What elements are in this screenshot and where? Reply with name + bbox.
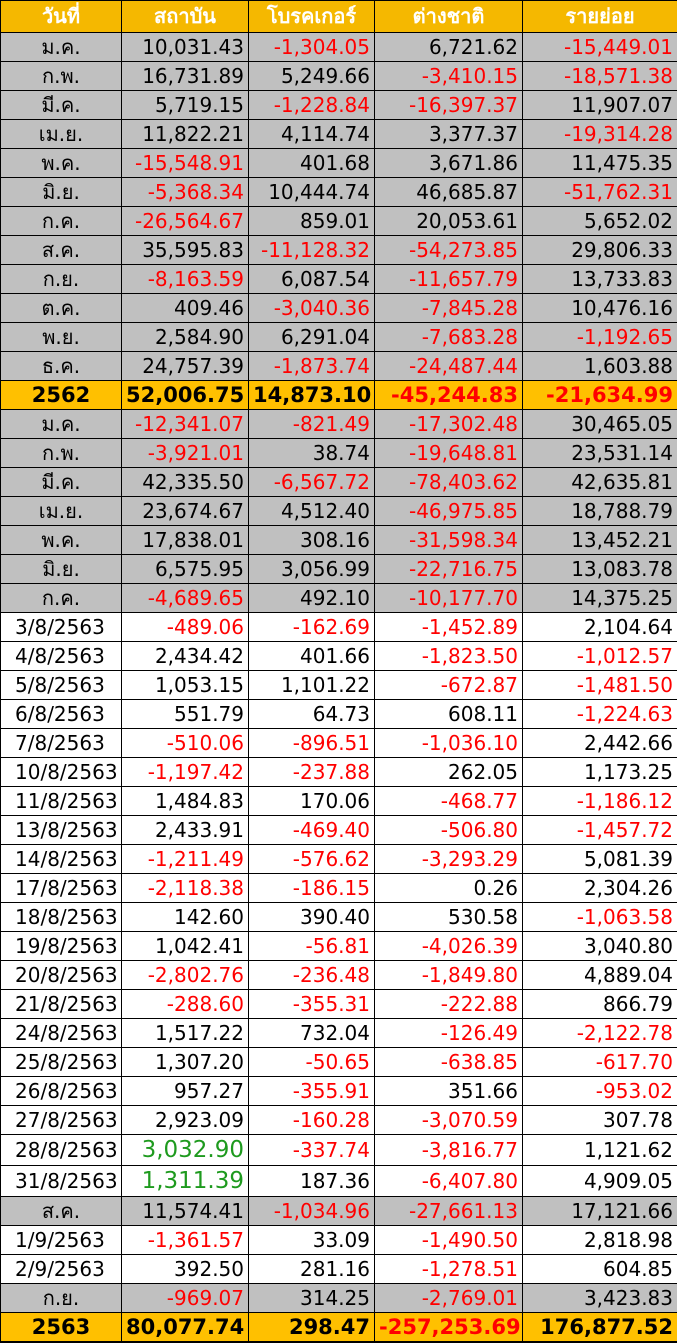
month-row — [1, 439, 677, 468]
institution-value: 52,006.75 — [122, 381, 249, 410]
total-row — [1, 1313, 677, 1342]
date-cell: มิ.ย. — [1, 178, 122, 207]
institution-value: -3,921.01 — [122, 439, 249, 468]
table-row — [1, 1226, 677, 1255]
month-row — [1, 468, 677, 497]
foreign-value: 608.11 — [375, 700, 523, 729]
foreign-value: -506.80 — [375, 816, 523, 845]
date-cell: พ.ค. — [1, 526, 122, 555]
broker-value: -469.40 — [249, 816, 375, 845]
retail-value: 2,818.98 — [523, 1226, 677, 1255]
month-row — [1, 323, 677, 352]
date-cell: 24/8/2563 — [1, 1019, 122, 1048]
institution-value: 23,674.67 — [122, 497, 249, 526]
retail-value: -21,634.99 — [523, 381, 677, 410]
month-row — [1, 497, 677, 526]
date-cell: 17/8/2563 — [1, 874, 122, 903]
institution-value: 80,077.74 — [122, 1313, 249, 1342]
institution-value: 2,433.91 — [122, 816, 249, 845]
retail-value: 29,806.33 — [523, 236, 677, 265]
foreign-value: -27,661.13 — [375, 1197, 523, 1226]
broker-value: 298.47 — [249, 1313, 375, 1342]
foreign-value: -45,244.83 — [375, 381, 523, 410]
institution-value: 1,053.15 — [122, 671, 249, 700]
foreign-value: -3,293.29 — [375, 845, 523, 874]
broker-value: 64.73 — [249, 700, 375, 729]
foreign-value: -672.87 — [375, 671, 523, 700]
retail-value: -15,449.01 — [523, 33, 677, 62]
month-row — [1, 526, 677, 555]
broker-value: -11,128.32 — [249, 236, 375, 265]
foreign-value: -257,253.69 — [375, 1313, 523, 1342]
table-row — [1, 1048, 677, 1077]
broker-value: -1,034.96 — [249, 1197, 375, 1226]
institution-value: -510.06 — [122, 729, 249, 758]
retail-value: 2,104.64 — [523, 613, 677, 642]
header-broker: โบรคเกอร์ — [249, 1, 375, 33]
institution-value: 3,032.90 — [122, 1135, 249, 1166]
broker-value: -821.49 — [249, 410, 375, 439]
retail-value: 13,083.78 — [523, 555, 677, 584]
retail-value: 1,121.62 — [523, 1135, 677, 1166]
institution-value: -1,361.57 — [122, 1226, 249, 1255]
date-cell: 4/8/2563 — [1, 642, 122, 671]
date-cell: 26/8/2563 — [1, 1077, 122, 1106]
broker-value: 401.66 — [249, 642, 375, 671]
broker-value: 401.68 — [249, 149, 375, 178]
date-cell: 6/8/2563 — [1, 700, 122, 729]
retail-value: -1,186.12 — [523, 787, 677, 816]
total-row — [1, 381, 677, 410]
month-row — [1, 1284, 677, 1313]
foreign-value: 262.05 — [375, 758, 523, 787]
institution-value: -2,118.38 — [122, 874, 249, 903]
retail-value: 42,635.81 — [523, 468, 677, 497]
retail-value: 13,733.83 — [523, 265, 677, 294]
institution-value: 5,719.15 — [122, 91, 249, 120]
foreign-value: -126.49 — [375, 1019, 523, 1048]
foreign-value: -78,403.62 — [375, 468, 523, 497]
foreign-value: -4,026.39 — [375, 932, 523, 961]
foreign-value: -19,648.81 — [375, 439, 523, 468]
month-row — [1, 265, 677, 294]
retail-value: 11,475.35 — [523, 149, 677, 178]
month-row — [1, 120, 677, 149]
table-row — [1, 671, 677, 700]
foreign-value: -22,716.75 — [375, 555, 523, 584]
foreign-value: 3,671.86 — [375, 149, 523, 178]
broker-value: 6,087.54 — [249, 265, 375, 294]
institution-value: 142.60 — [122, 903, 249, 932]
foreign-value: -3,070.59 — [375, 1106, 523, 1135]
retail-value: 866.79 — [523, 990, 677, 1019]
foreign-value: -3,410.15 — [375, 62, 523, 91]
table-row — [1, 758, 677, 787]
date-cell: 27/8/2563 — [1, 1106, 122, 1135]
date-cell: มี.ค. — [1, 468, 122, 497]
month-row — [1, 33, 677, 62]
retail-value: 5,652.02 — [523, 207, 677, 236]
date-cell: 21/8/2563 — [1, 990, 122, 1019]
broker-value: 492.10 — [249, 584, 375, 613]
foreign-value: -54,273.85 — [375, 236, 523, 265]
broker-value: 4,512.40 — [249, 497, 375, 526]
foreign-value: -2,769.01 — [375, 1284, 523, 1313]
table-row — [1, 816, 677, 845]
broker-value: -160.28 — [249, 1106, 375, 1135]
header-date: วันที่ — [1, 1, 122, 33]
table-body — [1, 33, 677, 1342]
retail-value: 1,173.25 — [523, 758, 677, 787]
institution-value: 1,042.41 — [122, 932, 249, 961]
broker-value: 38.74 — [249, 439, 375, 468]
date-cell: 3/8/2563 — [1, 613, 122, 642]
institution-value: -1,197.42 — [122, 758, 249, 787]
foreign-value: -31,598.34 — [375, 526, 523, 555]
broker-value: -237.88 — [249, 758, 375, 787]
institution-value: 1,517.22 — [122, 1019, 249, 1048]
table-row — [1, 1166, 677, 1197]
date-cell: 2/9/2563 — [1, 1255, 122, 1284]
date-cell: ก.พ. — [1, 62, 122, 91]
date-cell: มี.ค. — [1, 91, 122, 120]
month-row — [1, 207, 677, 236]
retail-value: -1,063.58 — [523, 903, 677, 932]
date-cell: 2563 — [1, 1313, 122, 1342]
broker-value: 308.16 — [249, 526, 375, 555]
retail-value: 14,375.25 — [523, 584, 677, 613]
broker-value: -896.51 — [249, 729, 375, 758]
date-cell: ก.ค. — [1, 584, 122, 613]
date-cell: เม.ย. — [1, 497, 122, 526]
institution-value: 6,575.95 — [122, 555, 249, 584]
broker-value: -1,873.74 — [249, 352, 375, 381]
foreign-value: -46,975.85 — [375, 497, 523, 526]
month-row — [1, 555, 677, 584]
retail-value: 11,907.07 — [523, 91, 677, 120]
table-row — [1, 1255, 677, 1284]
broker-value: -3,040.36 — [249, 294, 375, 323]
foreign-value: 351.66 — [375, 1077, 523, 1106]
table-row — [1, 961, 677, 990]
month-row — [1, 236, 677, 265]
table-row — [1, 729, 677, 758]
date-cell: ก.ย. — [1, 1284, 122, 1313]
institution-value: -4,689.65 — [122, 584, 249, 613]
institution-value: 11,574.41 — [122, 1197, 249, 1226]
month-row — [1, 1197, 677, 1226]
date-cell: 20/8/2563 — [1, 961, 122, 990]
retail-value: 17,121.66 — [523, 1197, 677, 1226]
foreign-value: -3,816.77 — [375, 1135, 523, 1166]
retail-value: 5,081.39 — [523, 845, 677, 874]
retail-value: 604.85 — [523, 1255, 677, 1284]
institution-value: -2,802.76 — [122, 961, 249, 990]
date-cell: ม.ค. — [1, 33, 122, 62]
retail-value: 10,476.16 — [523, 294, 677, 323]
institution-value: -969.07 — [122, 1284, 249, 1313]
date-cell: 7/8/2563 — [1, 729, 122, 758]
month-row — [1, 584, 677, 613]
foreign-value: -7,845.28 — [375, 294, 523, 323]
institution-value: -5,368.34 — [122, 178, 249, 207]
date-cell: พ.ย. — [1, 323, 122, 352]
header-institution: สถาบัน — [122, 1, 249, 33]
foreign-value: 530.58 — [375, 903, 523, 932]
retail-value: 4,889.04 — [523, 961, 677, 990]
foreign-value: -1,490.50 — [375, 1226, 523, 1255]
institution-value: 2,923.09 — [122, 1106, 249, 1135]
broker-value: 14,873.10 — [249, 381, 375, 410]
institution-value: -15,548.91 — [122, 149, 249, 178]
date-cell: ส.ค. — [1, 1197, 122, 1226]
month-row — [1, 294, 677, 323]
broker-value: 314.25 — [249, 1284, 375, 1313]
date-cell: ธ.ค. — [1, 352, 122, 381]
foreign-value: -468.77 — [375, 787, 523, 816]
retail-value: 3,423.83 — [523, 1284, 677, 1313]
broker-value: -186.15 — [249, 874, 375, 903]
table-row — [1, 1019, 677, 1048]
retail-value: -953.02 — [523, 1077, 677, 1106]
broker-value: 859.01 — [249, 207, 375, 236]
date-cell: 25/8/2563 — [1, 1048, 122, 1077]
broker-value: -576.62 — [249, 845, 375, 874]
foreign-value: -638.85 — [375, 1048, 523, 1077]
date-cell: มิ.ย. — [1, 555, 122, 584]
table-row — [1, 700, 677, 729]
month-row — [1, 178, 677, 207]
broker-value: -162.69 — [249, 613, 375, 642]
table-row — [1, 787, 677, 816]
table-row — [1, 932, 677, 961]
institution-value: 409.46 — [122, 294, 249, 323]
table-row — [1, 1135, 677, 1166]
broker-value: 3,056.99 — [249, 555, 375, 584]
broker-value: 10,444.74 — [249, 178, 375, 207]
date-cell: ก.ค. — [1, 207, 122, 236]
foreign-value: -6,407.80 — [375, 1166, 523, 1197]
table-row — [1, 1106, 677, 1135]
foreign-value: -11,657.79 — [375, 265, 523, 294]
date-cell: 28/8/2563 — [1, 1135, 122, 1166]
institution-value: -1,211.49 — [122, 845, 249, 874]
foreign-value: -1,849.80 — [375, 961, 523, 990]
foreign-value: 0.26 — [375, 874, 523, 903]
date-cell: ม.ค. — [1, 410, 122, 439]
month-row — [1, 91, 677, 120]
date-cell: 2562 — [1, 381, 122, 410]
broker-value: 1,101.22 — [249, 671, 375, 700]
retail-value: -1,224.63 — [523, 700, 677, 729]
month-row — [1, 62, 677, 91]
broker-value: 390.40 — [249, 903, 375, 932]
date-cell: 19/8/2563 — [1, 932, 122, 961]
foreign-value: -1,823.50 — [375, 642, 523, 671]
retail-value: -19,314.28 — [523, 120, 677, 149]
retail-value: -2,122.78 — [523, 1019, 677, 1048]
date-cell: 11/8/2563 — [1, 787, 122, 816]
date-cell: 1/9/2563 — [1, 1226, 122, 1255]
broker-value: 732.04 — [249, 1019, 375, 1048]
date-cell: 13/8/2563 — [1, 816, 122, 845]
broker-value: -6,567.72 — [249, 468, 375, 497]
date-cell: ก.ย. — [1, 265, 122, 294]
header-retail: รายย่อย — [523, 1, 677, 33]
foreign-value: -1,278.51 — [375, 1255, 523, 1284]
institution-value: -489.06 — [122, 613, 249, 642]
foreign-value: -10,177.70 — [375, 584, 523, 613]
broker-value: 187.36 — [249, 1166, 375, 1197]
date-cell: ต.ค. — [1, 294, 122, 323]
broker-value: 170.06 — [249, 787, 375, 816]
broker-value: -236.48 — [249, 961, 375, 990]
institution-value: -8,163.59 — [122, 265, 249, 294]
date-cell: พ.ค. — [1, 149, 122, 178]
month-row — [1, 149, 677, 178]
table-row — [1, 1077, 677, 1106]
institution-value: 2,434.42 — [122, 642, 249, 671]
broker-value: -355.91 — [249, 1077, 375, 1106]
retail-value: 1,603.88 — [523, 352, 677, 381]
table-row — [1, 642, 677, 671]
month-row — [1, 352, 677, 381]
broker-value: -337.74 — [249, 1135, 375, 1166]
broker-value: -56.81 — [249, 932, 375, 961]
retail-value: 176,877.52 — [523, 1313, 677, 1342]
institution-value: -12,341.07 — [122, 410, 249, 439]
retail-value: 18,788.79 — [523, 497, 677, 526]
foreign-value: 46,685.87 — [375, 178, 523, 207]
retail-value: 30,465.05 — [523, 410, 677, 439]
institution-value: 35,595.83 — [122, 236, 249, 265]
retail-value: -617.70 — [523, 1048, 677, 1077]
foreign-value: 20,053.61 — [375, 207, 523, 236]
retail-value: 23,531.14 — [523, 439, 677, 468]
foreign-value: -7,683.28 — [375, 323, 523, 352]
foreign-value: -1,452.89 — [375, 613, 523, 642]
broker-value: -1,304.05 — [249, 33, 375, 62]
retail-value: 4,909.05 — [523, 1166, 677, 1197]
institution-value: 551.79 — [122, 700, 249, 729]
institution-value: 17,838.01 — [122, 526, 249, 555]
institution-value: 16,731.89 — [122, 62, 249, 91]
retail-value: 2,304.26 — [523, 874, 677, 903]
date-cell: ก.พ. — [1, 439, 122, 468]
institution-value: 1,484.83 — [122, 787, 249, 816]
table-row — [1, 613, 677, 642]
foreign-value: 3,377.37 — [375, 120, 523, 149]
broker-value: -50.65 — [249, 1048, 375, 1077]
retail-value: 307.78 — [523, 1106, 677, 1135]
institution-value: -288.60 — [122, 990, 249, 1019]
broker-value: -1,228.84 — [249, 91, 375, 120]
date-cell: 31/8/2563 — [1, 1166, 122, 1197]
broker-value: 5,249.66 — [249, 62, 375, 91]
institution-value: 957.27 — [122, 1077, 249, 1106]
table-row — [1, 903, 677, 932]
institution-value: -26,564.67 — [122, 207, 249, 236]
date-cell: ส.ค. — [1, 236, 122, 265]
institution-value: 24,757.39 — [122, 352, 249, 381]
retail-value: -1,192.65 — [523, 323, 677, 352]
retail-value: -1,012.57 — [523, 642, 677, 671]
institution-value: 10,031.43 — [122, 33, 249, 62]
retail-value: 2,442.66 — [523, 729, 677, 758]
foreign-value: 6,721.62 — [375, 33, 523, 62]
institution-value: 11,822.21 — [122, 120, 249, 149]
table-row — [1, 874, 677, 903]
institution-value: 392.50 — [122, 1255, 249, 1284]
foreign-value: -222.88 — [375, 990, 523, 1019]
retail-value: -18,571.38 — [523, 62, 677, 91]
broker-value: 4,114.74 — [249, 120, 375, 149]
institution-value: 2,584.90 — [122, 323, 249, 352]
date-cell: เม.ย. — [1, 120, 122, 149]
date-cell: 10/8/2563 — [1, 758, 122, 787]
foreign-value: -17,302.48 — [375, 410, 523, 439]
date-cell: 5/8/2563 — [1, 671, 122, 700]
retail-value: 13,452.21 — [523, 526, 677, 555]
institution-value: 1,307.20 — [122, 1048, 249, 1077]
retail-value: 3,040.80 — [523, 932, 677, 961]
date-cell: 18/8/2563 — [1, 903, 122, 932]
broker-value: 6,291.04 — [249, 323, 375, 352]
retail-value: -51,762.31 — [523, 178, 677, 207]
foreign-value: -16,397.37 — [375, 91, 523, 120]
retail-value: -1,457.72 — [523, 816, 677, 845]
header-row — [1, 1, 677, 33]
table-row — [1, 990, 677, 1019]
institution-value: 42,335.50 — [122, 468, 249, 497]
broker-value: -355.31 — [249, 990, 375, 1019]
foreign-value: -24,487.44 — [375, 352, 523, 381]
retail-value: -1,481.50 — [523, 671, 677, 700]
broker-value: 281.16 — [249, 1255, 375, 1284]
foreign-value: -1,036.10 — [375, 729, 523, 758]
month-row — [1, 410, 677, 439]
table-row — [1, 845, 677, 874]
date-cell: 14/8/2563 — [1, 845, 122, 874]
broker-value: 33.09 — [249, 1226, 375, 1255]
header-foreign: ต่างชาติ — [375, 1, 523, 33]
institution-value: 1,311.39 — [122, 1166, 249, 1197]
